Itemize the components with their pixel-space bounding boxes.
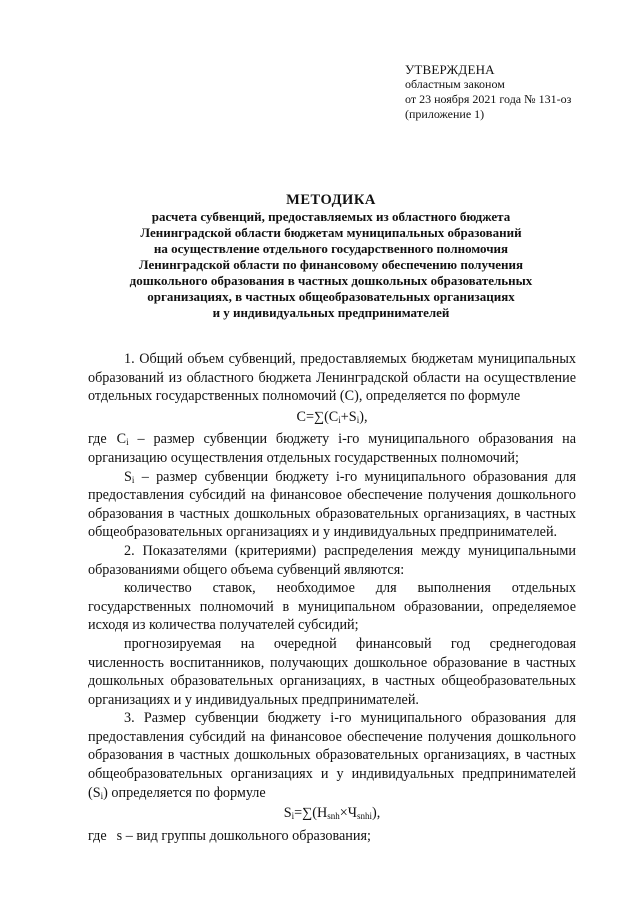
text-run: ), bbox=[371, 805, 381, 822]
formula bbox=[88, 804, 576, 823]
approval-line-3: (приложение 1) bbox=[405, 107, 485, 121]
body-paragraph bbox=[88, 350, 576, 406]
subscript: i bbox=[291, 811, 295, 822]
approval-stamp bbox=[405, 62, 571, 122]
document-body bbox=[88, 350, 576, 845]
body-paragraph bbox=[88, 635, 576, 709]
formula bbox=[88, 408, 576, 427]
approval-line-1: областным законом bbox=[405, 77, 505, 91]
body-paragraph bbox=[88, 542, 576, 579]
text-run: – размер субвенции бюджету i-го муниципального образования на организацию осуществления отдельных государственных полномочий; bbox=[88, 431, 576, 466]
text-run: – размер субвенции бюджету i-го муниципального образования для предоставления субсидий на финансовое обеспечение получения дошкольного образования в частных дошкольных образовательных организациях, в частных общеобразовательных организациях и у индивидуальных предпринимателей. bbox=[88, 468, 576, 541]
text-run: ×Ч bbox=[339, 805, 357, 822]
text-run: С bbox=[116, 431, 127, 448]
subscript: i bbox=[131, 474, 135, 485]
text-run: =∑(Н bbox=[294, 805, 328, 822]
text-run: S bbox=[124, 468, 132, 485]
body-paragraph bbox=[88, 827, 576, 846]
text-run: 1. Общий объем субвенций, предоставляемых бюджетам муниципальных образований из областного бюджета Ленинградской области на осуществление отдельных государственных полномочий (С), определяется по формуле bbox=[88, 351, 576, 405]
approval-line-2: от 23 ноября 2021 года № 131-оз bbox=[405, 92, 572, 106]
body-paragraph bbox=[88, 709, 576, 802]
text-run: 2. Показателями (критериями) распределения между муниципальными образованиями общего объема субвенций являются: bbox=[88, 542, 576, 578]
heading-line: на осуществление отдельного государственного полномочия bbox=[153, 241, 509, 256]
body-paragraph bbox=[88, 468, 576, 542]
subscript: snh bbox=[327, 811, 340, 822]
text-run: С=∑(С bbox=[296, 408, 339, 425]
approval-title: УТВЕРЖДЕНА bbox=[405, 62, 495, 77]
subscript: i bbox=[100, 790, 104, 801]
document-title: МЕТОДИКА bbox=[286, 192, 376, 208]
text-run: s – вид группы дошкольного образования; bbox=[116, 827, 371, 844]
body-paragraph bbox=[88, 579, 576, 635]
text-run: где bbox=[88, 827, 107, 844]
subscript: snhi bbox=[356, 811, 372, 822]
text-run: +S bbox=[340, 408, 357, 425]
text-run: прогнозируемая на очередной финансовый год среднегодовая численность воспитанников, получающих дошкольное образование в частных дошкольных образовательных организациях, в частных общеобразовательных организациях и у индивидуальных предпринимателей. bbox=[88, 635, 576, 708]
heading-line: Ленинградской области по финансовому обеспечению получения bbox=[138, 257, 524, 272]
text-run: ) определяется по формуле bbox=[103, 784, 266, 801]
text-run: 3. Размер субвенции бюджету i-го муниципального образования для предоставления субсидий на финансовое обеспечение получения дошкольного образования в частных дошкольных образовательных организациях, в частных общеобразовательных организациях и у индивидуальных предпринимателей (S bbox=[88, 710, 576, 801]
body-paragraph bbox=[88, 430, 576, 467]
heading-line: организациях, в частных общеобразовательных организациях bbox=[147, 289, 515, 304]
subscript: i bbox=[338, 414, 341, 425]
text-run: количество ставок, необходимое для выполнения отдельных государственных полномочий в муниципальном образовании, определяемое исходя из количества получателей субсидий; bbox=[88, 580, 576, 634]
subscript: i bbox=[356, 414, 360, 425]
subscript: i bbox=[126, 437, 129, 448]
heading-line: дошкольного образования в частных дошкольных образовательных bbox=[129, 273, 533, 288]
text-run: где bbox=[88, 431, 107, 448]
document-heading bbox=[96, 192, 566, 321]
text-run: ), bbox=[359, 408, 368, 425]
text-run: S bbox=[283, 805, 292, 822]
heading-line: расчета субвенций, предоставляемых из областного бюджета bbox=[151, 209, 511, 224]
heading-line: Ленинградской области бюджетам муниципальных образований bbox=[140, 225, 522, 240]
heading-line: и у индивидуальных предпринимателей bbox=[212, 305, 450, 320]
